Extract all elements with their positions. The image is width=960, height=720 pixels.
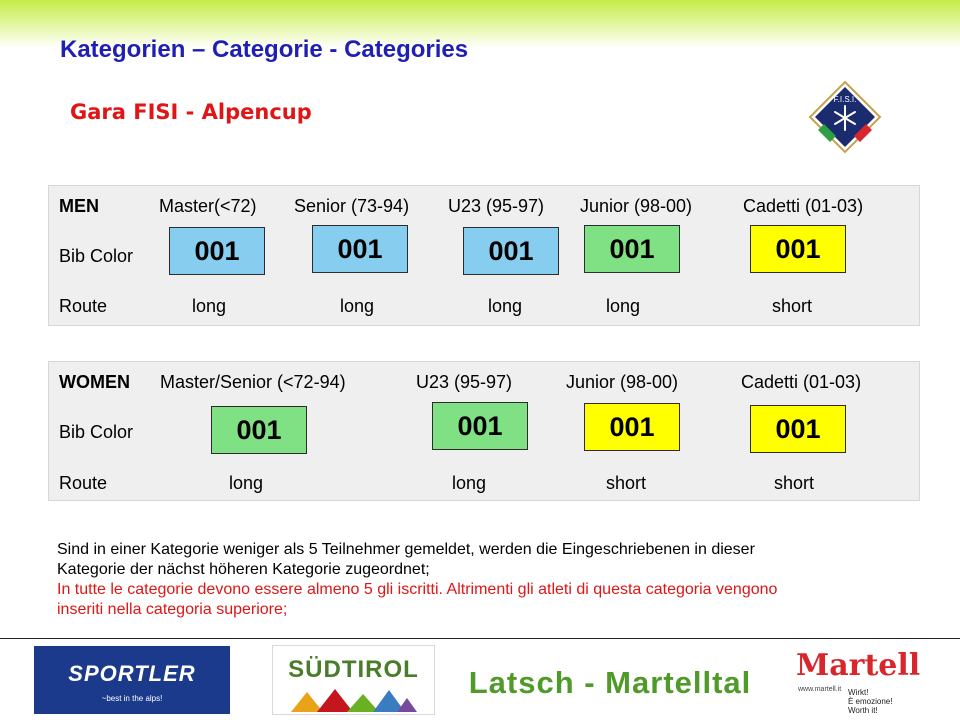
men-route-value: long (192, 296, 227, 316)
bib-box: 001 (211, 406, 307, 454)
women-route-value: long (452, 473, 487, 493)
women-category-name: Master/Senior (<72-94) (160, 372, 346, 392)
women-category-name: Cadetti (01-03) (741, 372, 862, 392)
women-route-value: short (606, 473, 647, 493)
suedtirol-logo (272, 645, 435, 715)
rules-note (57, 540, 917, 620)
bib-box: 001 (312, 225, 408, 273)
sportler-logo-text: SPORTLER (68, 661, 196, 686)
women-category-name: U23 (95-97) (416, 372, 513, 392)
men-route-value: long (488, 296, 523, 316)
suedtirol-logo-text: SÜDTIROL (288, 656, 419, 683)
women-route-value: long (229, 473, 264, 493)
bib-box: 001 (432, 402, 528, 450)
martell-slogan-line: Worth it! (848, 706, 878, 715)
note-italian-line-1: In tutte le categorie devono essere almeno 5 gli iscritti. Altrimenti gli atleti di questa categoria vengono (57, 581, 778, 598)
bib-box: 001 (463, 227, 559, 275)
bib-box: 001 (584, 403, 680, 451)
women-panel (48, 361, 920, 501)
note-german-line-1: Sind in einer Kategorie weniger als 5 Teilnehmer gemeldet, werden die Eingeschriebenen in dieser (57, 541, 755, 558)
fisi-logo (808, 80, 882, 154)
fisi-logo-text: F.I.S.I. (833, 95, 857, 104)
men-label: MEN (59, 196, 99, 216)
men-category-name: Cadetti (01-03) (743, 196, 864, 216)
men-category-name: U23 (95-97) (448, 196, 545, 216)
men-panel (48, 185, 920, 326)
footer-divider (0, 638, 960, 639)
page-title: Kategorien – Categorie - Categories (60, 36, 469, 63)
note-italian-line-2: inseriti nella categoria superiore; (57, 601, 288, 618)
men-category-name: Junior (98-00) (580, 196, 693, 216)
martell-slogan (848, 688, 892, 715)
bib-box: 001 (584, 225, 680, 273)
men-route-row-label: Route (59, 296, 108, 316)
men-route-value: long (340, 296, 375, 316)
men-bib-row-label: Bib Color (59, 246, 134, 266)
sportler-logo (34, 646, 230, 714)
note-german-line-2: Kategorie der nächst höheren Kategorie zugeordnet; (57, 561, 430, 578)
bib-box: 001 (750, 225, 846, 273)
women-route-row-label: Route (59, 473, 108, 493)
women-route-value: short (774, 473, 815, 493)
martell-logo-text: Martell (796, 648, 921, 683)
men-route-value: short (772, 296, 813, 316)
mountain-stripes-icon (291, 686, 417, 712)
men-category-name: Senior (73-94) (294, 196, 410, 216)
bib-box: 001 (169, 227, 265, 275)
women-category-name: Junior (98-00) (566, 372, 679, 392)
martell-url: www.martell.it (798, 686, 842, 693)
page-subtitle: Gara FISI - Alpencup (70, 100, 312, 124)
martell-slogan-line: Wirkt! (848, 688, 869, 697)
men-route-value: long (606, 296, 641, 316)
martell-logo (792, 646, 921, 718)
latsch-martelltal-logo: Latsch - Martelltal (466, 660, 754, 706)
martell-slogan-line: È emozione! (848, 697, 893, 706)
women-label: WOMEN (59, 372, 130, 392)
bib-box: 001 (750, 405, 846, 453)
women-bib-row-label: Bib Color (59, 422, 134, 442)
men-category-name: Master(<72) (159, 196, 257, 216)
sportler-tagline: ~best in the alps! (101, 694, 163, 703)
